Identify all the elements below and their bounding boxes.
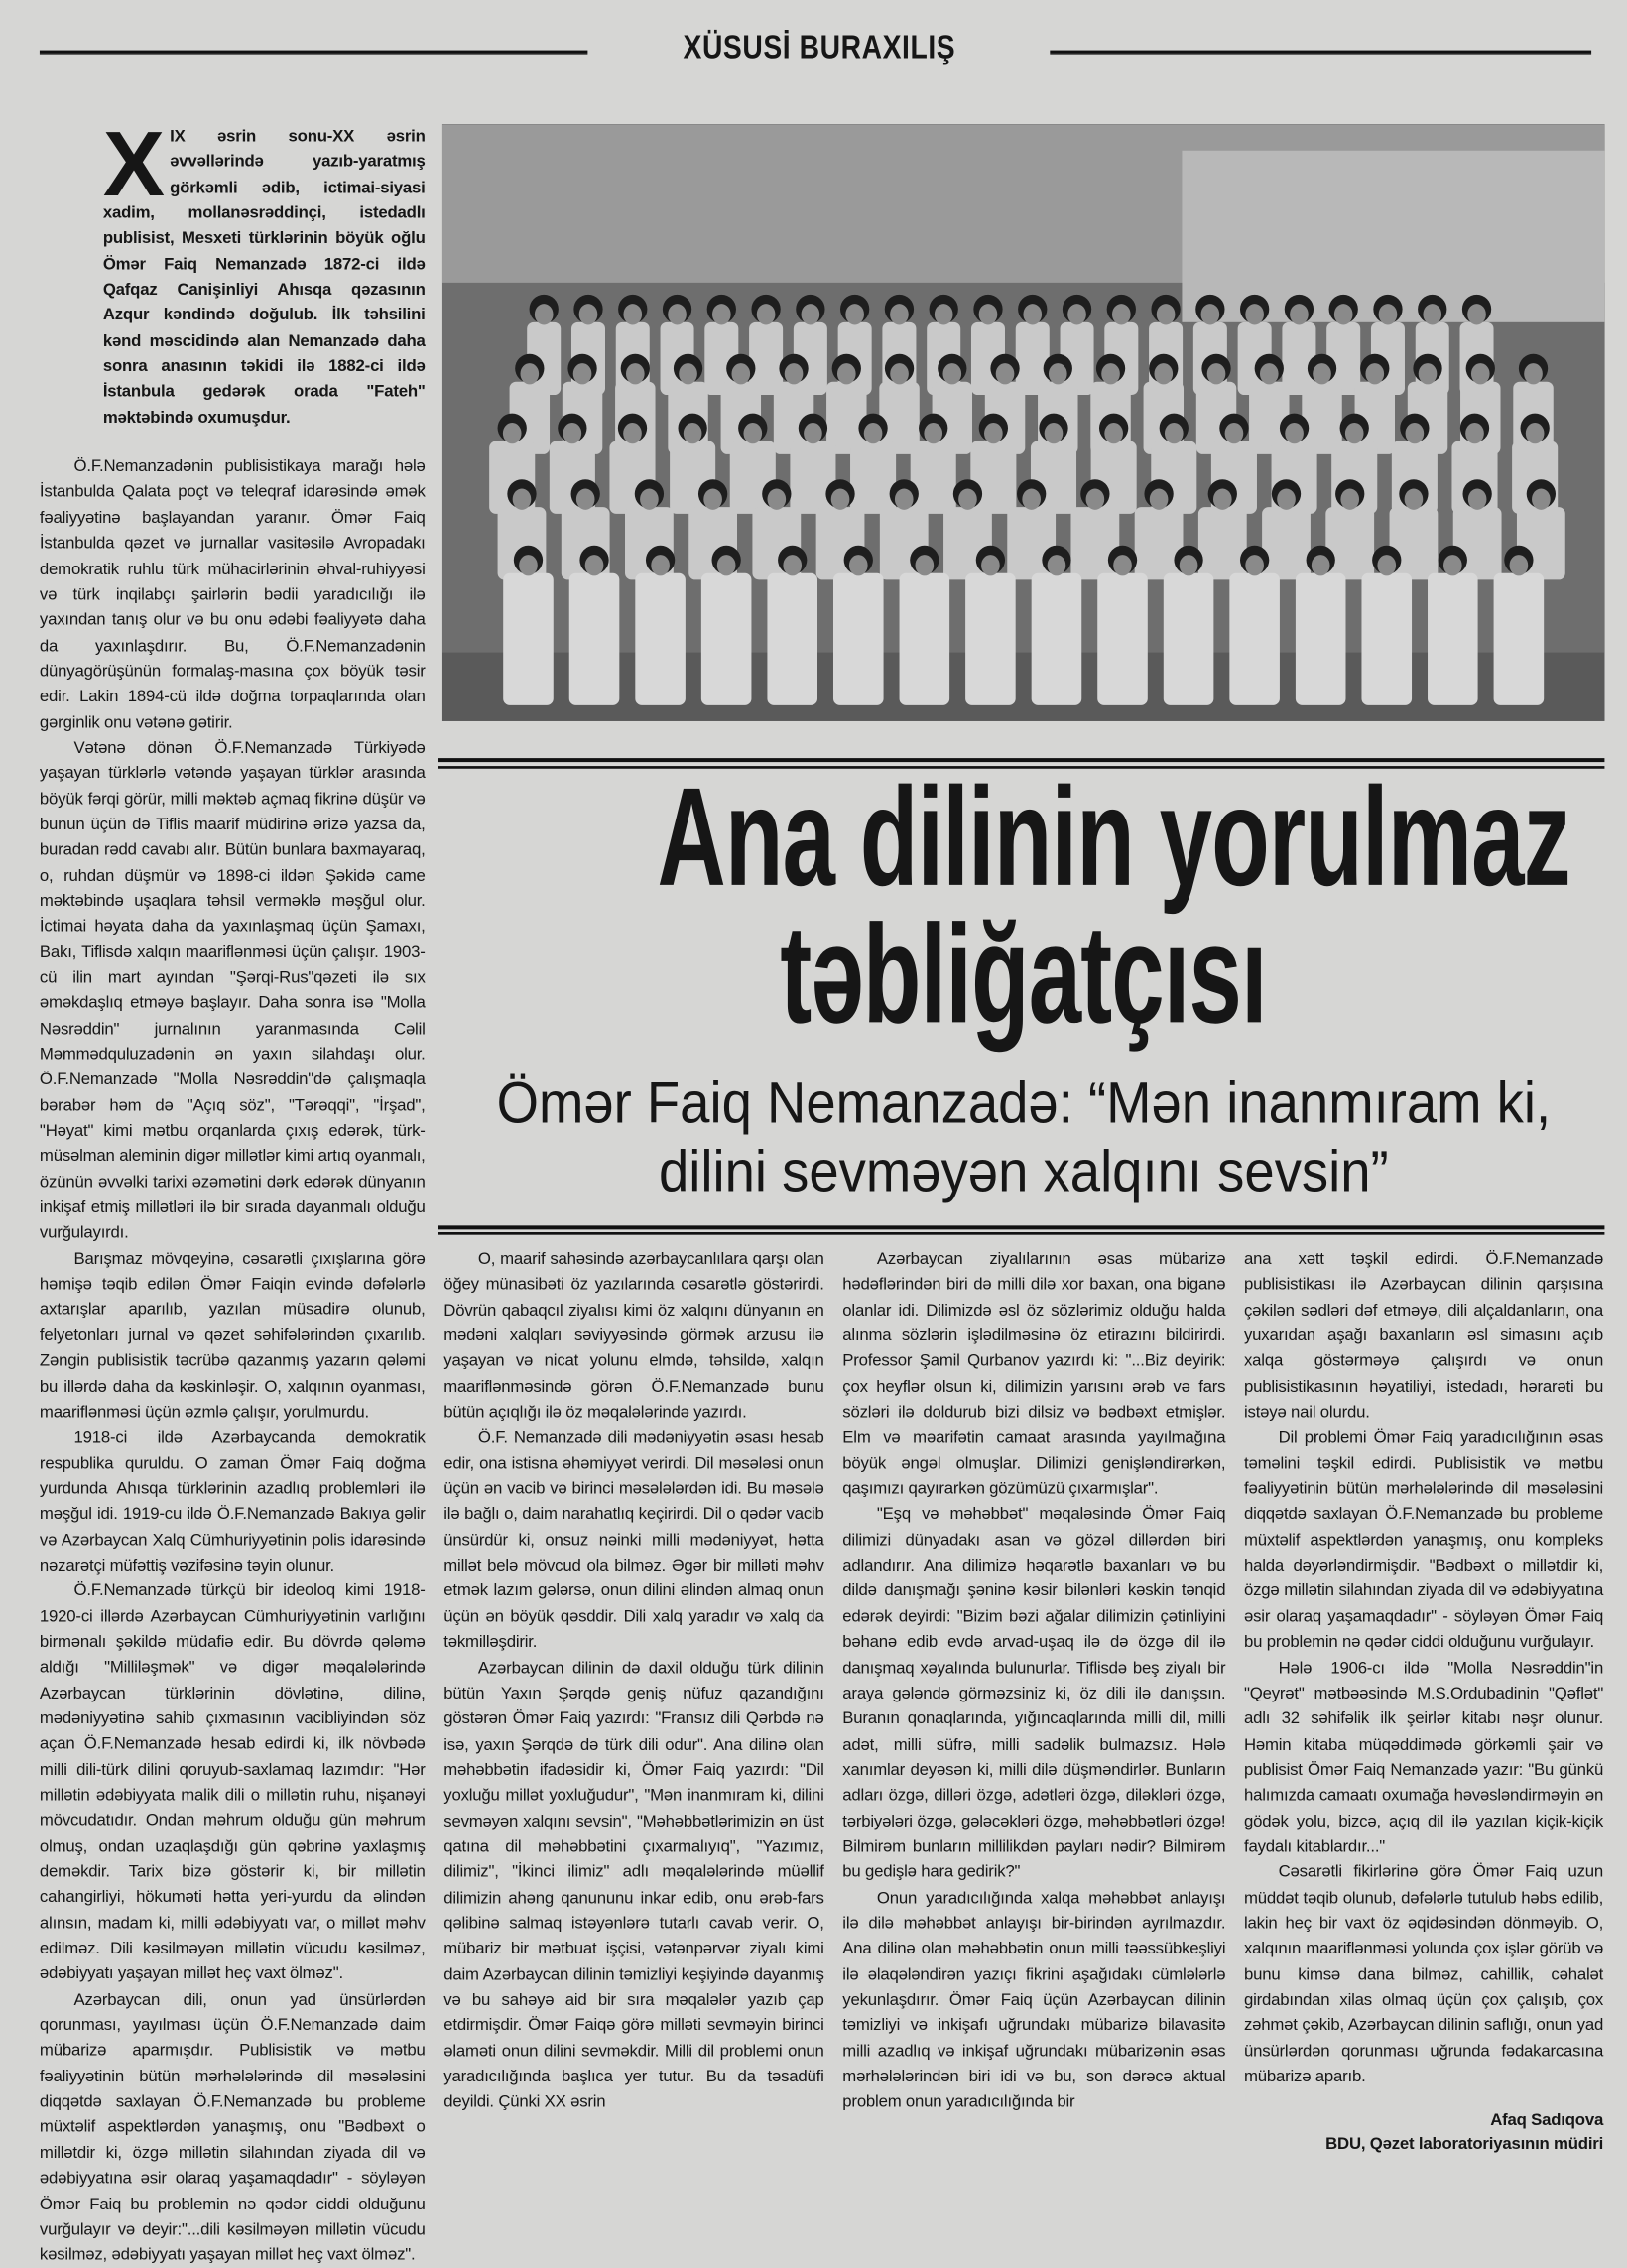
byline xyxy=(1244,2108,1603,2156)
paragraph: Ö.F. Nemanzadə dili mədəniyyətin əsası hesab edir, ona istisna əhəmiyyət verirdi. Dil məsələsi onun üçün ən vacib və birinci məsələlərdən idi. Bu məsələ ilə bağlı o, daim narahatlıq keçirirdi. Dil o qədər vacib ünsürdür ki, onsuz nəinki milli mədəniyyət, hətta millət belə mövcud ola bilməz. Əgər bir milləti məhv etmək lazım gələrsə, onun dilini əlindən almaq onun üçün ən böyük qəsddir. Dili xalq yaradır və xalq da təkmilləşdirir. xyxy=(443,1428,824,1652)
child-figure xyxy=(1494,573,1545,705)
lead-paragraph xyxy=(102,112,426,431)
paragraph: Vətənə dönən Ö.F.Nemanzadə Türkiyədə yaşayan türklərlə vətəndə yaşayan türklər arasında böyük fərqi görür, milli məktəb açmaq fikrinə düşür və bunun üçün də Tiflis maarif müdirinə ərizə yazsa da, buradan rədd cavabı alır. Bütün bunlara baxmayaraq, o, ruhdan düşmür və 1898-ci ildən Şəkidə came məktəbində uşaqlara təhsil verməklə məşğul olur. İctimai həyata daha da yaxınlaşmaq üçün Şamaxı, Bakı, Tiflisdə xalqın maariflənməsi üçün çalışır. 1903-cü ilin mart ayından "Şərqi-Rus"qəzeti ilə sıx əməkdaşlıq etməyə başlayır. Daha sonra isə "Molla Nəsrəddin" jurnalının yaranmasında Cəlil Məmmədquluzadənin ən yaxın silahdaşı olur. Ö.F.Nemanzadə "Molla Nəsrəddin"də çalışmaqla bərabər həm də "Açıq söz", "Tərəqqi", "İrşad", "Həyat" kimi mətbu orqanlarda çıxış edərək, türk-müsəlman aleminin digər millətlər kimi artıq oyanmalı, özünün əvvəlki tarixi əzəmətini dərk edərək dünyanın inkişaf etmiş millətləri ilə bir sırada dayanmalı olduğu vurğulayırdı. xyxy=(39,738,426,1242)
child-figure xyxy=(767,573,817,705)
child-figure xyxy=(569,573,620,705)
child-figure xyxy=(911,441,956,514)
child-figure xyxy=(1296,573,1346,705)
group-photo-image xyxy=(442,124,1604,721)
paragraph: Barışmaz mövqeyinə, cəsarətli çıxışlarına görə həmişə təqib edilən Ömər Faiqin evində dəfələrlə axtarışlar aparılıb, yazılan müsadirə olunub, felyetonları jurnal və qəzet səhifələrindən çıxarılıb. Zəngin publisistik təcrübə qazanmış yazarın qələmi bu illərdə daha da kəskinləşir. O, xalqının oyanması, maariflənməsi üçün əzmlə çalışır, yorulmurdu. xyxy=(39,1249,426,1422)
paragraph: O, maarif sahəsində azərbaycanlılara qarşı olan öğey münasibəti öz yazılarında cəsarətlə göstərirdi. Dövrün qabaqcıl ziyalısı kimi öz xalqını dünyanın ən mədəni xalqları səviyyəsində görmək arzusu ilə yaşayan və nicat yolunu elmdə, təhsildə, xalqın maariflənməsində görən Ö.F.Nemanzadə bunu bütün açıqlığı ilə öz məqalələrində yazırdı. xyxy=(443,1249,824,1422)
article-subtitle xyxy=(442,1070,1604,1206)
header-rule-left xyxy=(40,51,587,55)
paragraph: Azərbaycan ziyalılarının əsas mübarizə hədəflərindən biri də milli dilə xor baxan, ona biganə olanlar idi. Dilimizdə əsl öz sözlərimiz olduğu halda alınma sözlərin işlədilməsinə öz etirazını bildirirdi. Professor Şamil Qurbanov yazırdı ki: "...Biz deyirik: çox heyflər olsun ki, dilimizin yarısını ərəb və fars sözləri ilə doldurub bizi dilsiz və bədbəxt etmişlər. Elm və məarifətin camaat arasında yayılmağına böyük əngəl olmuşlar. Dilimizi genişləndirərkən, qaşımızı qayırarkən gözümüzü çıxarmışlar". xyxy=(842,1249,1226,1498)
paragraph: Dil problemi Ömər Faiq yaradıcılığının əsas təməlini təşkil edirdi. Publisistik və mətbu fəaliyyətinin bütün mərhələlərində dil məsələsini diqqətdə saxlayan Ö.F.Nemanzadə bu probleme müxtəlif aspektlərdən yanaşmış, onu kompleks halda dəyərləndirmişdir. "Bədbəxt o millətdir ki, özgə millətin silahından ziyada dil və ədəbiyyatına əsir olaraq yaşamaqdadır" - söyləyən Ömər Faiq bu problemin nə qədər ciddi olduğunu vurğulayır. xyxy=(1243,1428,1604,1652)
paragraph: Ö.F.Nemanzadənin publisistikaya marağı hələ İstanbulda Qalata poçt və teleqraf idarəsində əmək fəaliyyətinə başlayandan yaranır. Ömər Faiq İstanbulda qəzet və jurnallar vasitəsilə Avropadakı demokratik ruhlu türk mühacirlərinin əhval-ruhiyyəsi və türk inqilabçı şairlərin bədii yaradıcılığı ilə yaxından tanış olur və bu onu ədəbi fəaliyyətə daha da yaxınlaşdırır. Bu, Ö.F.Nemanzadənin dünyagörüşünün formalaş-masına çox böyük təsir edir. Lakin 1894-cü ildə doğma torpaqlarında olan gərginlik onu vətənə gətirir. xyxy=(39,456,426,731)
child-figure xyxy=(503,573,554,705)
child-figure xyxy=(965,573,1016,705)
title-rule-bottom xyxy=(438,1225,1604,1234)
child-figure xyxy=(1198,507,1247,579)
paragraph: Azərbaycan dilinin də daxil olduğu türk dilinin bütün Yaxın Şərqdə geniş nüfuz qazandığını göstərən Ömər Faiq yazırdı: "Fransız dili Qərbdə nə isə, yaxın Şərqdə də türk dili odur". Ana dilinə olan məhəbbətin ifadəsidir ki, Ömər Faiq yazırdı: "Dil yoxluğu millət yoxluğudur", "Mən inanmıram ki, dilini sevməyən xalqını sevsin", "Məhəbbətlərimizin ən üst qatına dil məhəbbətini çıxarmalıyıq", "Yazımız, dilimiz", "İkinci ilimiz" adlı məqalələrində müəllif dilimizin ahəng qanununu inkar edib, onu ərəb-fars qəlibinə salmaq istəyənlərə tutarlı cavab verir. O, mübariz bir mətbuat işçisi, vətənpərvər ziyalı kimi daim Azərbaycan dilinin təmizliyi keşiyində dayanmış və bu sahəyə aid bir sıra məqalələr yazıb çap etdirmişdir. Ömər Faiqə görə milləti sevməyin birinci əlaməti onun dilini sevməkdir. Milli dil problemi onun yaradıcılığında başlıca yer tutur. Bu da təsadüfi deyildi. Çünki XX əsrin xyxy=(443,1658,824,2111)
child-figure xyxy=(1097,573,1148,705)
lead-text: IX əsrin sonu-XX əsrin əvvəllərində yazıb-yaratmış görkəmli ədib, ictimai-siyasi xadim, mollanəsrəddinçi, istedadlı publisist, Mesxeti türklərinin böyük oğlu Ömər Faiq Nemanzadə 1872-ci ildə Qafqaz Canişinliyi Ahısqa qəzasının Azqur kəndində doğulub. İlk təhsilini kənd məscidində alan Nemanzadə daha sonra anasının təkidi ilə 1882-ci ildə İstanbula gedərək orada "Fateh" məktəbində oxumuşdur. xyxy=(102,126,426,427)
child-figure xyxy=(1262,507,1311,579)
article-title xyxy=(442,759,1604,1053)
subtitle-line-1: Ömər Faiq Nemanzadə: “Mən inanmıram ki, xyxy=(496,1071,1551,1136)
paragraph: Ö.F.Nemanzadə türkçü bir ideoloq kimi 1918-1920-ci illərdə Azərbaycan Cümhuriyyətinin varlığını birmənalı şəkildə müdafiə edir. Bu dövrdə qələmə aldığı "Milliləşmək" və digər məqalələrində Azərbaycan türklərinin dövlətinə, dilinə, mədəniyyətinə sahib çıxmasının vacibliyindən söz açan Ö.F.Nemanzadə hesab edirdi ki, ilk növbədə milli dili-türk dilini qoruyub-saxlamaq lazımdır: "Hər millətin ədəbiyyata malik dili o millətin ruhu, nişanəyi mövcudatıdır. Ondan məhrum olduğu gün məhrum olmuş, ondan uzaqlaşdığı gün qəbrinə yaxlaşmış deməkdir. Tarix bizə göstərir ki, bir millətin cahangirliyi, hökuməti hətta yeri-yurdu da əlindən alınsın, madam ki, milli ədəbiyyatı var, o millət məhv edilməz. Dili kəsilməyən millətin vücudu kəsilməz, ədəbiyyatı yaşayan millət heç vaxt ölməz". xyxy=(39,1580,426,1983)
title-line-1: Ana dilinin yorulmaz xyxy=(657,759,1570,916)
child-figure xyxy=(1428,573,1478,705)
group-photo xyxy=(442,124,1604,721)
paragraph: Onun yaradıcılığında xalqa məhəbbət anlayışı ilə dilə məhəbbət anlayışı bir-birindən ayrılmazdır. Ana dilinə olan məhəbbətin onun milli təəssübkeşliyi ilə əlaqələndirən yazıçı fikrini aşağıdakı cümlələrlə yekunlaşdırır. Ömər Faiq üçün Azərbaycan dilinin təmizliyi və inkişafı uğrundakı mübarizə bilavasitə milli azadlıq və inkişaf uğrundakı mübarizənin əsas mərhələlərindən biri idi və bu, son dərəcə aktual problem onun yaradıcılığında bir xyxy=(842,1888,1226,2111)
child-figure xyxy=(701,573,752,705)
body-column-3 xyxy=(842,1247,1225,2116)
paragraph: ana xətt təşkil edirdi. Ö.F.Nemanzadə publisistikası ilə Azərbaycan dilinin qarşısına çəkilən sədləri dəf etməyə, dili alçaldanların, ona yuxarıdan aşağı baxanların əsl simasını açıb xalqa göstərməyə çalışırdı və onun publisistikasının həyatiliyi, istedadı, hərarəti bu istəyə nail olurdu. xyxy=(1243,1249,1604,1422)
header-rule-right xyxy=(1050,51,1591,55)
paragraph: Hələ 1906-cı ildə "Molla Nəsrəddin"in "Qeyrət" mətbəəsində M.S.Ordubadinin "Qəflət" adlı 32 səhifəlik ilk şeirlər kitabı nəşr olunur. Həmin kitaba müqəddimədə görkəmli şair və publisist Ömər Faiq Nemanzadə yazır: "Bu günkü halımızda camaatı oxumağa həvəsləndirməyin ən gödək yolu, bizcə, açıq dil ilə yazılan kiçik-kiçik faydalı kitablardır..." xyxy=(1243,1658,1604,1856)
left-column xyxy=(39,112,426,2268)
paragraph: Azərbaycan dili, onun yad ünsürlərdən qorunması, yayılması üçün Ö.F.Nemanzadə daim mübarizə aparmışdır. Publisistik və mətbu fəaliyyətinin bütün mərhələlərində dil məsələsini diqqətdə saxlayan Ö.F.Nemanzadə bu probleme müxtəlif aspektlərdən yanaşmış, onu "Bədbəxt o millətdir ki, özgə millətin silahından ziyada dil və ədəbiyyatına əsir olaraq yaşamaqdadır" - söyləyən Ömər Faiq bu problemin nə qədər ciddi olduğunu vurğulayır və deyir:"...dili kəsilməyən millətin vücudu kəsilməz, ədəbiyyatı yaşayan millət heç vaxt ölməz". xyxy=(39,1989,426,2264)
child-figure xyxy=(1032,573,1082,705)
title-line-2: təbliğatçısı xyxy=(780,896,1267,1053)
author-position: BDU, Qəzet laboratoriyasının müdiri xyxy=(1325,2134,1604,2154)
child-figure xyxy=(900,573,950,705)
child-figure xyxy=(1325,507,1374,579)
child-figure xyxy=(833,573,884,705)
child-figure xyxy=(635,573,686,705)
child-figure xyxy=(1164,573,1214,705)
body-column-2 xyxy=(443,1247,823,2116)
child-figure xyxy=(850,441,896,514)
section-header-text: XÜSUSİ BURAXILIŞ xyxy=(682,29,955,66)
paragraph: Cəsarətli fikirlərinə görə Ömər Faiq uzun müddət təqib olunub, dəfələrlə tutulub həbs edilib, lakin heç bir vaxt öz əqidəsindən dönməyib. O, xalqının maariflənməsi yolunda çox işlər görüb və bunu kimsə dana bilməz, cahillik, cəhalət girdabından xilas olmaq üçün çox çalışıb, çox zəhmət çəkib, Azərbaycan dilinin saflığı, onun yad ünsürlərdən qorunması uğrunda fədakarcasına mübarizə aparıb. xyxy=(1243,1862,1604,2085)
child-figure xyxy=(1361,573,1412,705)
section-header xyxy=(587,29,1050,67)
subtitle-line-2: dilini sevməyən xalqını sevsin” xyxy=(658,1139,1389,1205)
child-figure xyxy=(1135,507,1184,579)
drop-cap: X xyxy=(102,112,165,215)
body-column-4 xyxy=(1244,1247,1603,2156)
child-figure xyxy=(1229,573,1280,705)
paragraph: 1918-ci ildə Azərbaycanda demokratik respublika quruldu. O zaman Ömər Faiq doğma yurdunda Ahısqa türklərinin azadlıq problemləri ilə məşğul idi. 1919-cu ildə Ö.F.Nemanzadə Bakıya gəlir və Azərbaycan Xalq Cümhuriyyətinin polis idarəsində nəzarətçi müfəttiş vəzifəsinə təyin olunur. xyxy=(39,1428,426,1575)
author-name: Afaq Sadıqova xyxy=(1490,2110,1604,2130)
paragraph: "Eşq və məhəbbət" məqaləsində Ömər Faiq dilimizi dünyadakı asan və gözəl dillərdən biri adlandırır. Ana dilimizə həqarətlə baxanları və bu dildə danışmağı şəninə kəsir bilənləri kəskin tənqid edərək deyirdi: "Bizim bəzi ağalar dilimizin çətinliyini bəhanə edib evdə arvad-uşaq ilə də özgə dil ilə danışmaq xəyalında bulunurlar. Tiflisdə beş ziyalı bir araya gələndə görməzsiniz ki, öz dili ilə danışsın. Buranın qonaqlarında, yığıncaqlarında milli dil, milli adət, milli süfrə, milli sadəlik bulmazsız. Hələ xanımlar deyəsən ki, milli dilə düşməndirlər. Bunların adları özgə, dilləri özgə, adətləri özgə, diləkləri özgə, tərbiyələri özgə, gələcəkləri özgə, məhəbbətləri özgə! Bilmirəm bunların millilikdən payları nədir? Bilmirəm bu gedişlə hara gedirik?" xyxy=(842,1504,1226,1881)
